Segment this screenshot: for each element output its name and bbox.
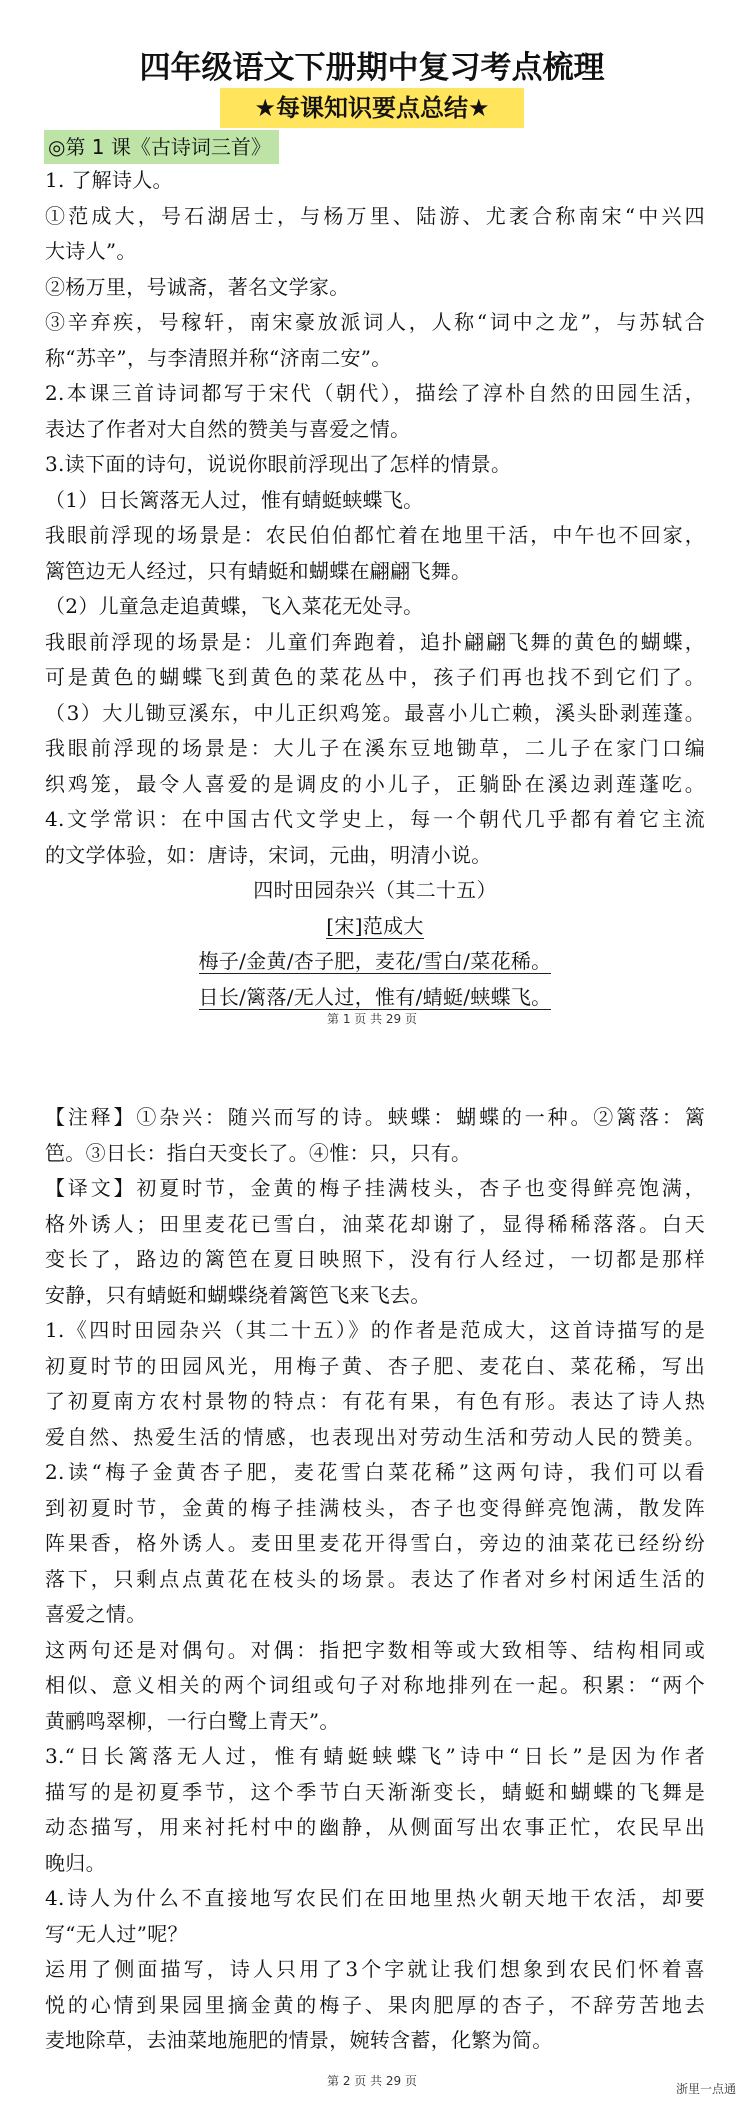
text-line: ②杨万里，号诚斋，著名文学家。: [45, 274, 350, 299]
poem-line-text: 梅子/金黄/杏子肥，麦花/雪白/菜花稀。: [198, 949, 552, 973]
text-line: 格外诱人；田里麦花已雪白，油菜花却谢了，显得稀稀落落。白天: [45, 1211, 705, 1236]
document-title: 四年级语文下册期中复习考点梳理: [139, 50, 605, 86]
text-line: 我眼前浮现的场景是：大儿子在溪东豆地锄草，二儿子在家门口编: [45, 736, 705, 760]
text-line: 变长了，路边的篱笆在夏日映照下，没有行人经过，一切都是那样: [45, 1247, 705, 1271]
text-line: 安静，只有蜻蜓和蝴蝶绕着篱笆飞来飞去。: [45, 1282, 431, 1307]
poem-line: [45, 944, 705, 980]
text-line: （2）儿童急走追黄蝶，飞入菜花无处寻。: [45, 594, 424, 618]
text-line: 1. 了解诗人。: [45, 168, 173, 192]
text-line: 麦地除草，去油菜地施肥的情景，婉转含蓄，化繁为简。: [45, 2028, 553, 2052]
text-line: 笆。③日长：指白天变长了。④惟：只，只有。: [45, 1140, 472, 1165]
text-line: 阵果香，格外诱人。麦田里麦花开得雪白，旁边的油菜花已经纷纷: [45, 1531, 705, 1555]
text-line: （1）日长篱落无人过，惟有蜻蜓蛱蝶飞。: [45, 487, 424, 512]
text-line: 可是黄色的蝴蝶飞到黄色的菜花丛中，孩子们再也找不到它们了。: [45, 665, 705, 689]
page1-body: [45, 163, 705, 1015]
text-line: 写“无人过”呢？: [45, 1921, 188, 1946]
page2-body: [45, 1100, 705, 2059]
text-line: 2.读“梅子金黄杏子肥，麦花雪白菜花稀”这两句诗，我们可以看: [45, 1460, 705, 1484]
text-line: 表达了作者对大自然的赞美与喜爱之情。: [45, 416, 411, 441]
text-line: 描写的是初夏季节，这个季节白天渐渐变长，蜻蜓和蝴蝶的飞舞是: [45, 1779, 705, 1804]
poem-author-text: [宋]范成大: [326, 913, 424, 938]
text-line: 到初夏时节，金黄的梅子挂满枝头，杏子也变得鲜亮饱满，散发阵: [45, 1495, 705, 1520]
text-line: 初夏时节的田园风光，用梅子黄、杏子肥、麦花白、菜花稀，写出: [45, 1353, 705, 1378]
text-line: 黄鹂鸣翠柳，一行白鹭上青天”。: [45, 1708, 340, 1733]
text-line: 1.《四时田园杂兴（其二十五）》的作者是范成大，这首诗描写的是: [45, 1318, 705, 1342]
text-line: 织鸡笼，最令人喜爱的是调皮的小儿子，正躺卧在溪边剥莲蓬吃。: [45, 771, 705, 796]
text-line: 爱自然、热爱生活的情感，也表现出对劳动生活和劳动人民的赞美。: [45, 1424, 705, 1449]
text-line: 3.读下面的诗句，说说你眼前浮现出了怎样的情景。: [45, 452, 512, 476]
text-line: 4.文学常识：在中国古代文学史上，每一个朝代几乎都有着它主流: [45, 807, 705, 831]
text-line: （3）大儿锄豆溪东，中儿正织鸡笼。最喜小儿亡赖，溪头卧剥莲蓬。: [45, 700, 705, 725]
text-line: 了初夏南方农村景物的特点：有花有果，有色有形。表达了诗人热: [45, 1389, 705, 1413]
text-line: 2.本课三首诗词都写于宋代（朝代），描绘了淳朴自然的田园生活，: [45, 381, 705, 405]
poem-title: 四时田园杂兴（其二十五）: [253, 878, 497, 902]
text-line: 称“苏辛”，与李清照并称“济南二安”。: [45, 345, 392, 370]
text-line: 【译文】初夏时节，金黄的梅子挂满枝头，杏子也变得鲜亮饱满，: [45, 1176, 705, 1200]
text-line: 落下，只剩点点黄花在枝头的场景。表达了作者对乡村闲适生活的: [45, 1566, 705, 1591]
text-line: 我眼前浮现的场景是：农民伯伯都忙着在地里干活，中午也不回家，: [45, 523, 705, 547]
text-line: 喜爱之情。: [45, 1602, 147, 1626]
text-line: ③辛弃疾，号稼轩，南宋豪放派词人，人称“词中之龙”，与苏轼合: [45, 310, 705, 334]
text-line: 3.“日长篱落无人过，惟有蜻蜓蛱蝶飞”诗中“日长”是因为作者: [45, 1744, 705, 1768]
text-line: 这两句还是对偶句。对偶：指把字数相等或大致相等、结构相同或: [45, 1637, 705, 1662]
text-line: 大诗人”。: [45, 239, 137, 263]
text-line: 晚归。: [45, 1850, 106, 1875]
text-line: ①范成大，号石湖居士，与杨万里、陆游、尤袤合称南宋“中兴四: [45, 203, 705, 228]
text-line: 【注释】①杂兴：随兴而写的诗。蛱蝶：蝴蝶的一种。②篱落：篱: [45, 1105, 705, 1129]
section-banner: ★每课知识要点总结★: [220, 88, 524, 128]
page-footer: 第 1 页 共 29 页: [327, 1012, 417, 1026]
text-line: 的文学体验，如：唐诗，宋词，元曲，明清小说。: [45, 842, 492, 867]
poem-author: [45, 909, 705, 945]
text-line: 动态描写，用来衬托村中的幽静，从侧面写出农事正忙，农民早出: [45, 1815, 705, 1839]
text-line: 我眼前浮现的场景是：儿童们奔跑着，追扑翩翩飞舞的黄色的蝴蝶，: [45, 629, 705, 654]
text-line: 运用了侧面描写，诗人只用了3个字就让我们想象到农民们怀着喜: [45, 1957, 705, 1981]
lesson-heading: ◎第 1 课《古诗词三首》: [44, 130, 279, 164]
poem-line-text: 日长/篱落/无人过，惟有/蜻蜓/蛱蝶飞。: [198, 984, 552, 1009]
text-line: 相似、意义相关的两个词组或句子对称地排列在一起。积累：“两个: [45, 1673, 705, 1697]
text-line: 篱笆边无人经过，只有蜻蜓和蝴蝶在翩翩飞舞。: [45, 558, 472, 583]
text-line: 悦的心情到果园里摘金黄的梅子、果肉肥厚的杏子，不辞劳苦地去: [45, 1992, 705, 2017]
watermark-text: 浙里一点通: [675, 2082, 736, 2096]
text-line: 4.诗人为什么不直接地写农民们在田地里热火朝天地干农活，却要: [45, 1886, 705, 1910]
page-footer: 第 2 页 共 29 页: [327, 2074, 417, 2088]
